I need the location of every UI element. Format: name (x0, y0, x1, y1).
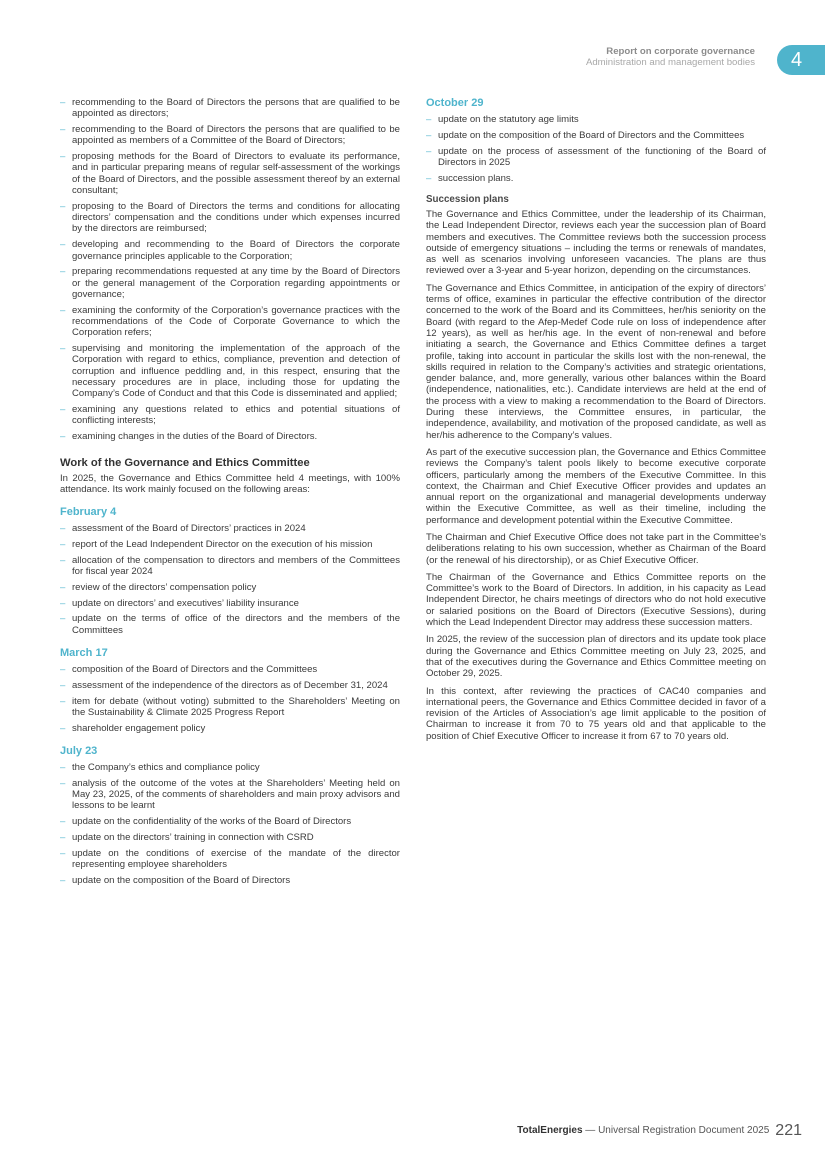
list-item: – analysis of the outcome of the votes at the Shareholders’ Meeting held on May 23, 2025, of the comments of shareholders and main proxy advisors and lessons to be learnt (60, 778, 400, 812)
body-paragraph: In this context, after reviewing the practices of CAC40 companies and international peers, the Governance and Ethics Committee decided in favor of a revision of the Articles of Association’s age limit applicable to the position of Chairman to increase it from 70 to 75 years old and that applicable to the position of Chief Executive Officer to increase it from 67 to 70 years old. (426, 685, 766, 742)
list-item: – update on the composition of the Board of Directors (60, 875, 400, 886)
list-item: – proposing methods for the Board of Directors to evaluate its performance, and in particular preparing means of regular self-assessment of the workings of the Board of Directors, and the possible assessment thereof by an external consultant; (60, 151, 400, 196)
body-paragraph: The Governance and Ethics Committee, in anticipation of the expiry of directors’ terms of office, examines in particular the effective contribution of the director concerned to the work of the Board and its Committees, her/his seniority on the Board (with regard to the Afep-Medef Code rule on loss of independence after 12 years), as well as her/his age. In the event of non-renewal and before initiating a search, the Governance and Ethics Committee defines a target profile, taking into account in particular the skills lost with the non-renewal, the skills required in relation to the Company’s activities and strategic orientations, gender balance, and, more generally, various other balances within the Board (independence, nationalities, etc.). Candidate interviews are held at the end of the process with a view to making a recommendation to the Board of Directors. During these interviews, the Committee ensures, in particular, the independence, availability, and motivation of the proposed candidate, as well as her/his adherence to the Company’s values. (426, 282, 766, 441)
meeting-date-july: July 23 (60, 744, 98, 757)
committee-duties-list (60, 97, 400, 443)
list-item: – the Company’s ethics and compliance policy (60, 762, 400, 773)
meeting-date-october: October 29 (426, 97, 484, 109)
meeting-date-march: March 17 (60, 646, 108, 659)
list-item: – update on the conditions of exercise of the mandate of the director representing employee shareholders (60, 848, 400, 871)
list-item: – update on the terms of office of the directors and the members of the Committees (60, 613, 400, 636)
work-section-title: Work of the Governance and Ethics Committee (60, 456, 310, 469)
list-item: – succession plans. (426, 173, 766, 184)
list-item: – preparing recommendations requested at any time by the Board of Directors or the general management of the Corporation regarding appointments or governance; (60, 266, 400, 300)
list-item: – developing and recommending to the Board of Directors the corporate governance principles applicable to the Corporation; (60, 239, 400, 262)
list-item: – update on the process of assessment of the functioning of the Board of Directors in 2025 (426, 146, 766, 169)
list-item: – review of the directors’ compensation policy (60, 582, 400, 593)
chapter-number-tab: 4 (777, 45, 825, 75)
succession-plans-title: Succession plans (426, 193, 509, 205)
body-paragraph: The Chairman and Chief Executive Office does not take part in the Committee’s deliberations relating to his own succession, whether as Chairman of the Board (or the renewal of his directorship), or as Chief Executive Officer. (426, 532, 766, 566)
july-topics-list (60, 762, 400, 886)
body-paragraph: In 2025, the review of the succession plan of directors and its update took place during the Governance and Ethics Committee meeting on July 23, 2025, and that of the executives during the Governance and Ethics Committee meeting on October 29, 2025. (426, 634, 766, 680)
right-column (426, 97, 766, 748)
header-subtitle: Administration and management bodies (585, 57, 755, 68)
list-item: – examining any questions related to ethics and potential situations of conflicting interests; (60, 404, 400, 427)
succession-paragraphs (426, 209, 766, 742)
work-intro-paragraph: In 2025, the Governance and Ethics Committee held 4 meetings, with 100% attendance. Its work mainly focused on the following areas: (60, 472, 400, 495)
header-title: Report on corporate governance (606, 46, 755, 57)
page-number: 221 (775, 1122, 802, 1139)
list-item: – recommending to the Board of Directors the persons that are qualified to be appointed as members of a Committee of the Board of Directors; (60, 124, 400, 147)
list-item: – update on directors’ and executives’ liability insurance (60, 598, 400, 609)
list-item: – item for debate (without voting) submitted to the Shareholders’ Meeting on the Sustainability & Climate 2025 Progress Report (60, 696, 400, 719)
running-header (586, 46, 755, 68)
march-topics-list (60, 664, 400, 734)
list-item: – supervising and monitoring the implementation of the approach of the Corporation with regard to ethics, compliance, prevention and detection of corruption and influence peddling and, in this respect, ensuring that the necessary procedures are in place, including those for updating the Company’s Code of Conduct and that this Code is disseminated and applied; (60, 343, 400, 399)
list-item: – allocation of the compensation to directors and members of the Committees for fiscal year 2024 (60, 555, 400, 578)
body-paragraph: The Chairman of the Governance and Ethics Committee reports on the Committee’s work to the Board of Directors. In addition, in his capacity as Lead Independent Director, he chairs meetings of directors who do not hold executive or salaried positions on the Board of Directors (Executive Sessions), during which the Lead Independent Director may address these succession matters. (426, 571, 766, 629)
list-item: – update on the directors’ training in connection with CSRD (60, 832, 400, 843)
list-item: – report of the Lead Independent Director on the execution of his mission (60, 539, 400, 550)
list-item: – proposing to the Board of Directors the terms and conditions for allocating directors’ compensation and the conditions under which expenses incurred by the directors are reimbursed; (60, 201, 400, 235)
body-paragraph: The Governance and Ethics Committee, under the leadership of its Chairman, the Lead Independent Director, reviews each year the succession plan of Board members and executives. The Committee reviews both the succession process outside of emergency situations – including the terms or renewals of mandates, as well as scenarios involving unforeseen vacancies. The plans are thus reviewed over a 3-year and 5-year horizon, depending on the circumstances. (426, 208, 766, 277)
list-item: – update on the statutory age limits (426, 114, 766, 125)
list-item: – recommending to the Board of Directors the persons that are qualified to be appointed as directors; (60, 97, 400, 120)
list-item: – update on the confidentiality of the works of the Board of Directors (60, 816, 400, 827)
meeting-date-february: February 4 (60, 506, 117, 519)
list-item: – assessment of the independence of the directors as of December 31, 2024 (60, 680, 400, 691)
list-item: – examining changes in the duties of the Board of Directors. (60, 431, 400, 442)
footer-brand: TotalEnergies (517, 1125, 583, 1136)
list-item: – composition of the Board of Directors and the Committees (60, 664, 400, 675)
left-column (60, 97, 400, 891)
list-item: – update on the composition of the Board of Directors and the Committees (426, 130, 766, 141)
footer-document-title: — Universal Registration Document 2025 (582, 1125, 770, 1136)
body-paragraph: As part of the executive succession plan, the Governance and Ethics Committee reviews the Company’s talent pools likely to become executive corporate officers, particularly among the members of the Executive Committee. In this context, the Chairman and Chief Executive Officer provides and updates an annual report on the organizational and managerial developments underway within the Executive Committee, as well as their timeline, including the performance and development potential within the Executive Committee. (426, 446, 766, 526)
february-topics-list (60, 523, 400, 636)
list-item: – assessment of the Board of Directors’ practices in 2024 (60, 523, 400, 534)
list-item: – shareholder engagement policy (60, 723, 400, 734)
october-topics-list (426, 114, 766, 184)
list-item: – examining the conformity of the Corporation’s governance practices with the recommendations of the Code of Corporate Governance to which the Corporation refers; (60, 305, 400, 339)
page-footer (517, 1121, 802, 1141)
